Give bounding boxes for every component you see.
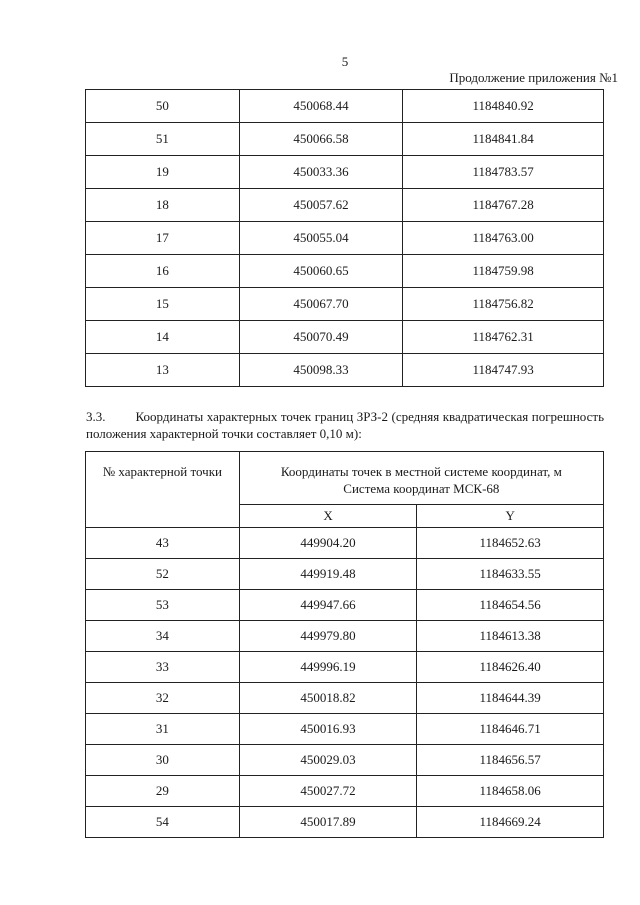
x-coordinate-cell: 449904.20 <box>239 528 417 559</box>
point-number-cell: 52 <box>86 559 240 590</box>
x-coordinate-cell: 450027.72 <box>239 776 417 807</box>
y-coordinate-cell: 1184656.57 <box>417 745 604 776</box>
y-coordinate-cell: 1184669.24 <box>417 807 604 838</box>
point-number-cell: 50 <box>86 90 240 123</box>
point-number-cell: 30 <box>86 745 240 776</box>
table-row <box>86 288 604 321</box>
point-number-cell: 19 <box>86 156 240 189</box>
table-row <box>86 807 604 838</box>
point-number-cell: 16 <box>86 255 240 288</box>
y-coordinate-cell: 1184652.63 <box>417 528 604 559</box>
table-row <box>86 189 604 222</box>
y-coordinate-cell: 1184840.92 <box>403 90 604 123</box>
x-coordinate-cell: 449947.66 <box>239 590 417 621</box>
x-coordinate-cell: 450070.49 <box>239 321 403 354</box>
section-paragraph <box>86 408 604 442</box>
point-number-cell: 33 <box>86 652 240 683</box>
table-row <box>86 590 604 621</box>
x-coordinate-cell: 450067.70 <box>239 288 403 321</box>
table-row <box>86 255 604 288</box>
x-coordinate-cell: 450066.58 <box>239 123 403 156</box>
point-number-cell: 13 <box>86 354 240 387</box>
table-row <box>86 321 604 354</box>
x-coordinate-cell: 450016.93 <box>239 714 417 745</box>
x-coordinate-cell: 450098.33 <box>239 354 403 387</box>
y-coordinate-cell: 1184654.56 <box>417 590 604 621</box>
point-number-cell: 34 <box>86 621 240 652</box>
y-coordinate-cell: 1184613.38 <box>417 621 604 652</box>
table-row <box>86 354 604 387</box>
point-number-cell: 29 <box>86 776 240 807</box>
point-number-cell: 32 <box>86 683 240 714</box>
y-coordinate-cell: 1184626.40 <box>417 652 604 683</box>
zrz2-coordinates-table <box>85 451 604 838</box>
x-coordinate-cell: 450017.89 <box>239 807 417 838</box>
x-coordinate-cell: 450057.62 <box>239 189 403 222</box>
point-number-cell: 15 <box>86 288 240 321</box>
point-number-cell: 43 <box>86 528 240 559</box>
x-coordinate-cell: 450018.82 <box>239 683 417 714</box>
x-coordinate-cell: 450033.36 <box>239 156 403 189</box>
y-coordinate-cell: 1184783.57 <box>403 156 604 189</box>
table-row <box>86 745 604 776</box>
header-coordinates-line1: Координаты точек в местной системе координат, м <box>280 464 562 479</box>
header-x: X <box>239 505 417 528</box>
y-coordinate-cell: 1184658.06 <box>417 776 604 807</box>
header-coordinates-line2: Система координат МСК-68 <box>343 481 500 496</box>
x-coordinate-cell: 449979.80 <box>239 621 417 652</box>
header-coordinates <box>239 452 603 505</box>
point-number-cell: 31 <box>86 714 240 745</box>
x-coordinate-cell: 450068.44 <box>239 90 403 123</box>
point-number-cell: 51 <box>86 123 240 156</box>
point-number-cell: 53 <box>86 590 240 621</box>
table-row <box>86 776 604 807</box>
y-coordinate-cell: 1184767.28 <box>403 189 604 222</box>
x-coordinate-cell: 450055.04 <box>239 222 403 255</box>
y-coordinate-cell: 1184646.71 <box>417 714 604 745</box>
header-y: Y <box>417 505 604 528</box>
table-row <box>86 156 604 189</box>
header-point-number: № характерной точки <box>86 452 240 528</box>
table-row <box>86 90 604 123</box>
table-row <box>86 714 604 745</box>
point-number-cell: 54 <box>86 807 240 838</box>
section-text: Координаты характерных точек границ ЗРЗ-2 (средняя квадратическая погрешность положения характерной точки составляет 0,10 м): <box>86 409 604 441</box>
point-number-cell: 17 <box>86 222 240 255</box>
point-number-cell: 18 <box>86 189 240 222</box>
y-coordinate-cell: 1184763.00 <box>403 222 604 255</box>
x-coordinate-cell: 450060.65 <box>239 255 403 288</box>
x-coordinate-cell: 449996.19 <box>239 652 417 683</box>
section-number: 3.3. <box>86 409 106 424</box>
table-row <box>86 559 604 590</box>
point-number-cell: 14 <box>86 321 240 354</box>
page-number: 5 <box>341 54 349 69</box>
continuation-note: Продолжение приложения №1 <box>449 70 618 85</box>
y-coordinate-cell: 1184762.31 <box>403 321 604 354</box>
table-row <box>86 621 604 652</box>
y-coordinate-cell: 1184759.98 <box>403 255 604 288</box>
y-coordinate-cell: 1184747.93 <box>403 354 604 387</box>
y-coordinate-cell: 1184756.82 <box>403 288 604 321</box>
table-row <box>86 652 604 683</box>
y-coordinate-cell: 1184841.84 <box>403 123 604 156</box>
x-coordinate-cell: 450029.03 <box>239 745 417 776</box>
x-coordinate-cell: 449919.48 <box>239 559 417 590</box>
y-coordinate-cell: 1184644.39 <box>417 683 604 714</box>
table-row <box>86 683 604 714</box>
table-row <box>86 528 604 559</box>
table-row <box>86 222 604 255</box>
y-coordinate-cell: 1184633.55 <box>417 559 604 590</box>
coordinates-table-continued <box>85 89 604 387</box>
table-row <box>86 123 604 156</box>
